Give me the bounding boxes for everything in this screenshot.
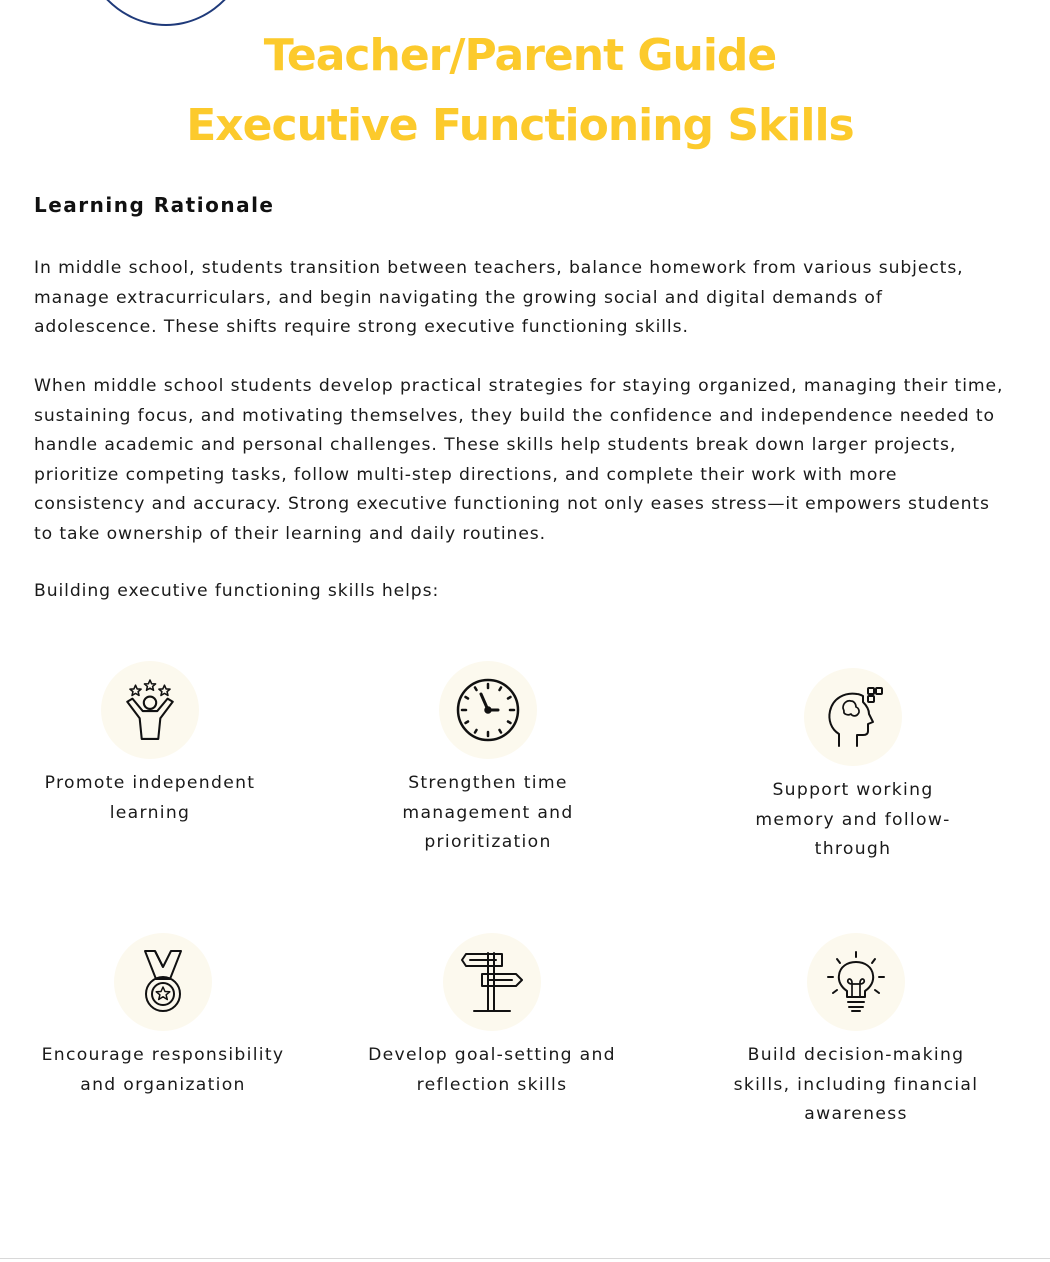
benefit-card-working-memory	[713, 668, 993, 865]
icon-circle	[807, 933, 905, 1031]
section-heading: Learning Rationale	[34, 193, 275, 217]
rationale-paragraph-1: In middle school, students transition between teachers, balance homework from various subjects, manage extracurriculars, and begin navigating the growing social and digital demands of adolescence. These shifts require strong executive functioning skills.	[34, 258, 964, 337]
head-brain-icon	[823, 684, 883, 750]
signpost-icon	[460, 951, 524, 1013]
benefit-card-time-management	[348, 661, 628, 858]
page-title-line1: Teacher/Parent Guide	[263, 30, 777, 81]
page-divider	[0, 1258, 1050, 1259]
medal-icon	[141, 949, 185, 1015]
icon-circle	[439, 661, 537, 759]
icon-circle	[101, 661, 199, 759]
benefit-label: Promote independent learning	[44, 773, 256, 823]
benefit-label: Encourage responsibility and organization	[41, 1045, 285, 1095]
logo-ring	[78, 0, 254, 26]
icon-circle	[443, 933, 541, 1031]
benefit-label: Build decision-making skills, including financial awareness	[733, 1045, 979, 1124]
benefit-card-responsibility	[23, 933, 303, 1100]
lightbulb-icon	[825, 951, 887, 1013]
benefits-intro: Building executive functioning skills helps:	[34, 581, 440, 601]
benefit-label: Strengthen time management and prioritization	[402, 773, 574, 852]
benefit-label: Support working memory and follow- through	[755, 780, 951, 859]
icon-circle	[114, 933, 212, 1031]
benefit-label: Develop goal-setting and reflection skills	[368, 1045, 616, 1095]
benefit-card-independent-learning	[10, 661, 290, 828]
clock-icon	[455, 677, 521, 743]
benefit-card-goal-setting	[352, 933, 632, 1100]
benefit-card-decision-making	[716, 933, 996, 1130]
celebrating-person-icon	[119, 679, 181, 741]
icon-circle	[804, 668, 902, 766]
rationale-paragraph-2: When middle school students develop practical strategies for staying organized, managing their time, sustaining focus, and motivating themselves, they build the confidence and independence needed to handle academic and personal challenges. These skills help students break down larger projects, prioritize competing tasks, follow multi-step directions, and complete their work with more consistency and accuracy. Strong executive functioning not only eases stress—it empowers students to take ownership of their learning and daily routines.	[34, 376, 1004, 544]
page-title-line2: Executive Functioning Skills	[186, 100, 854, 151]
